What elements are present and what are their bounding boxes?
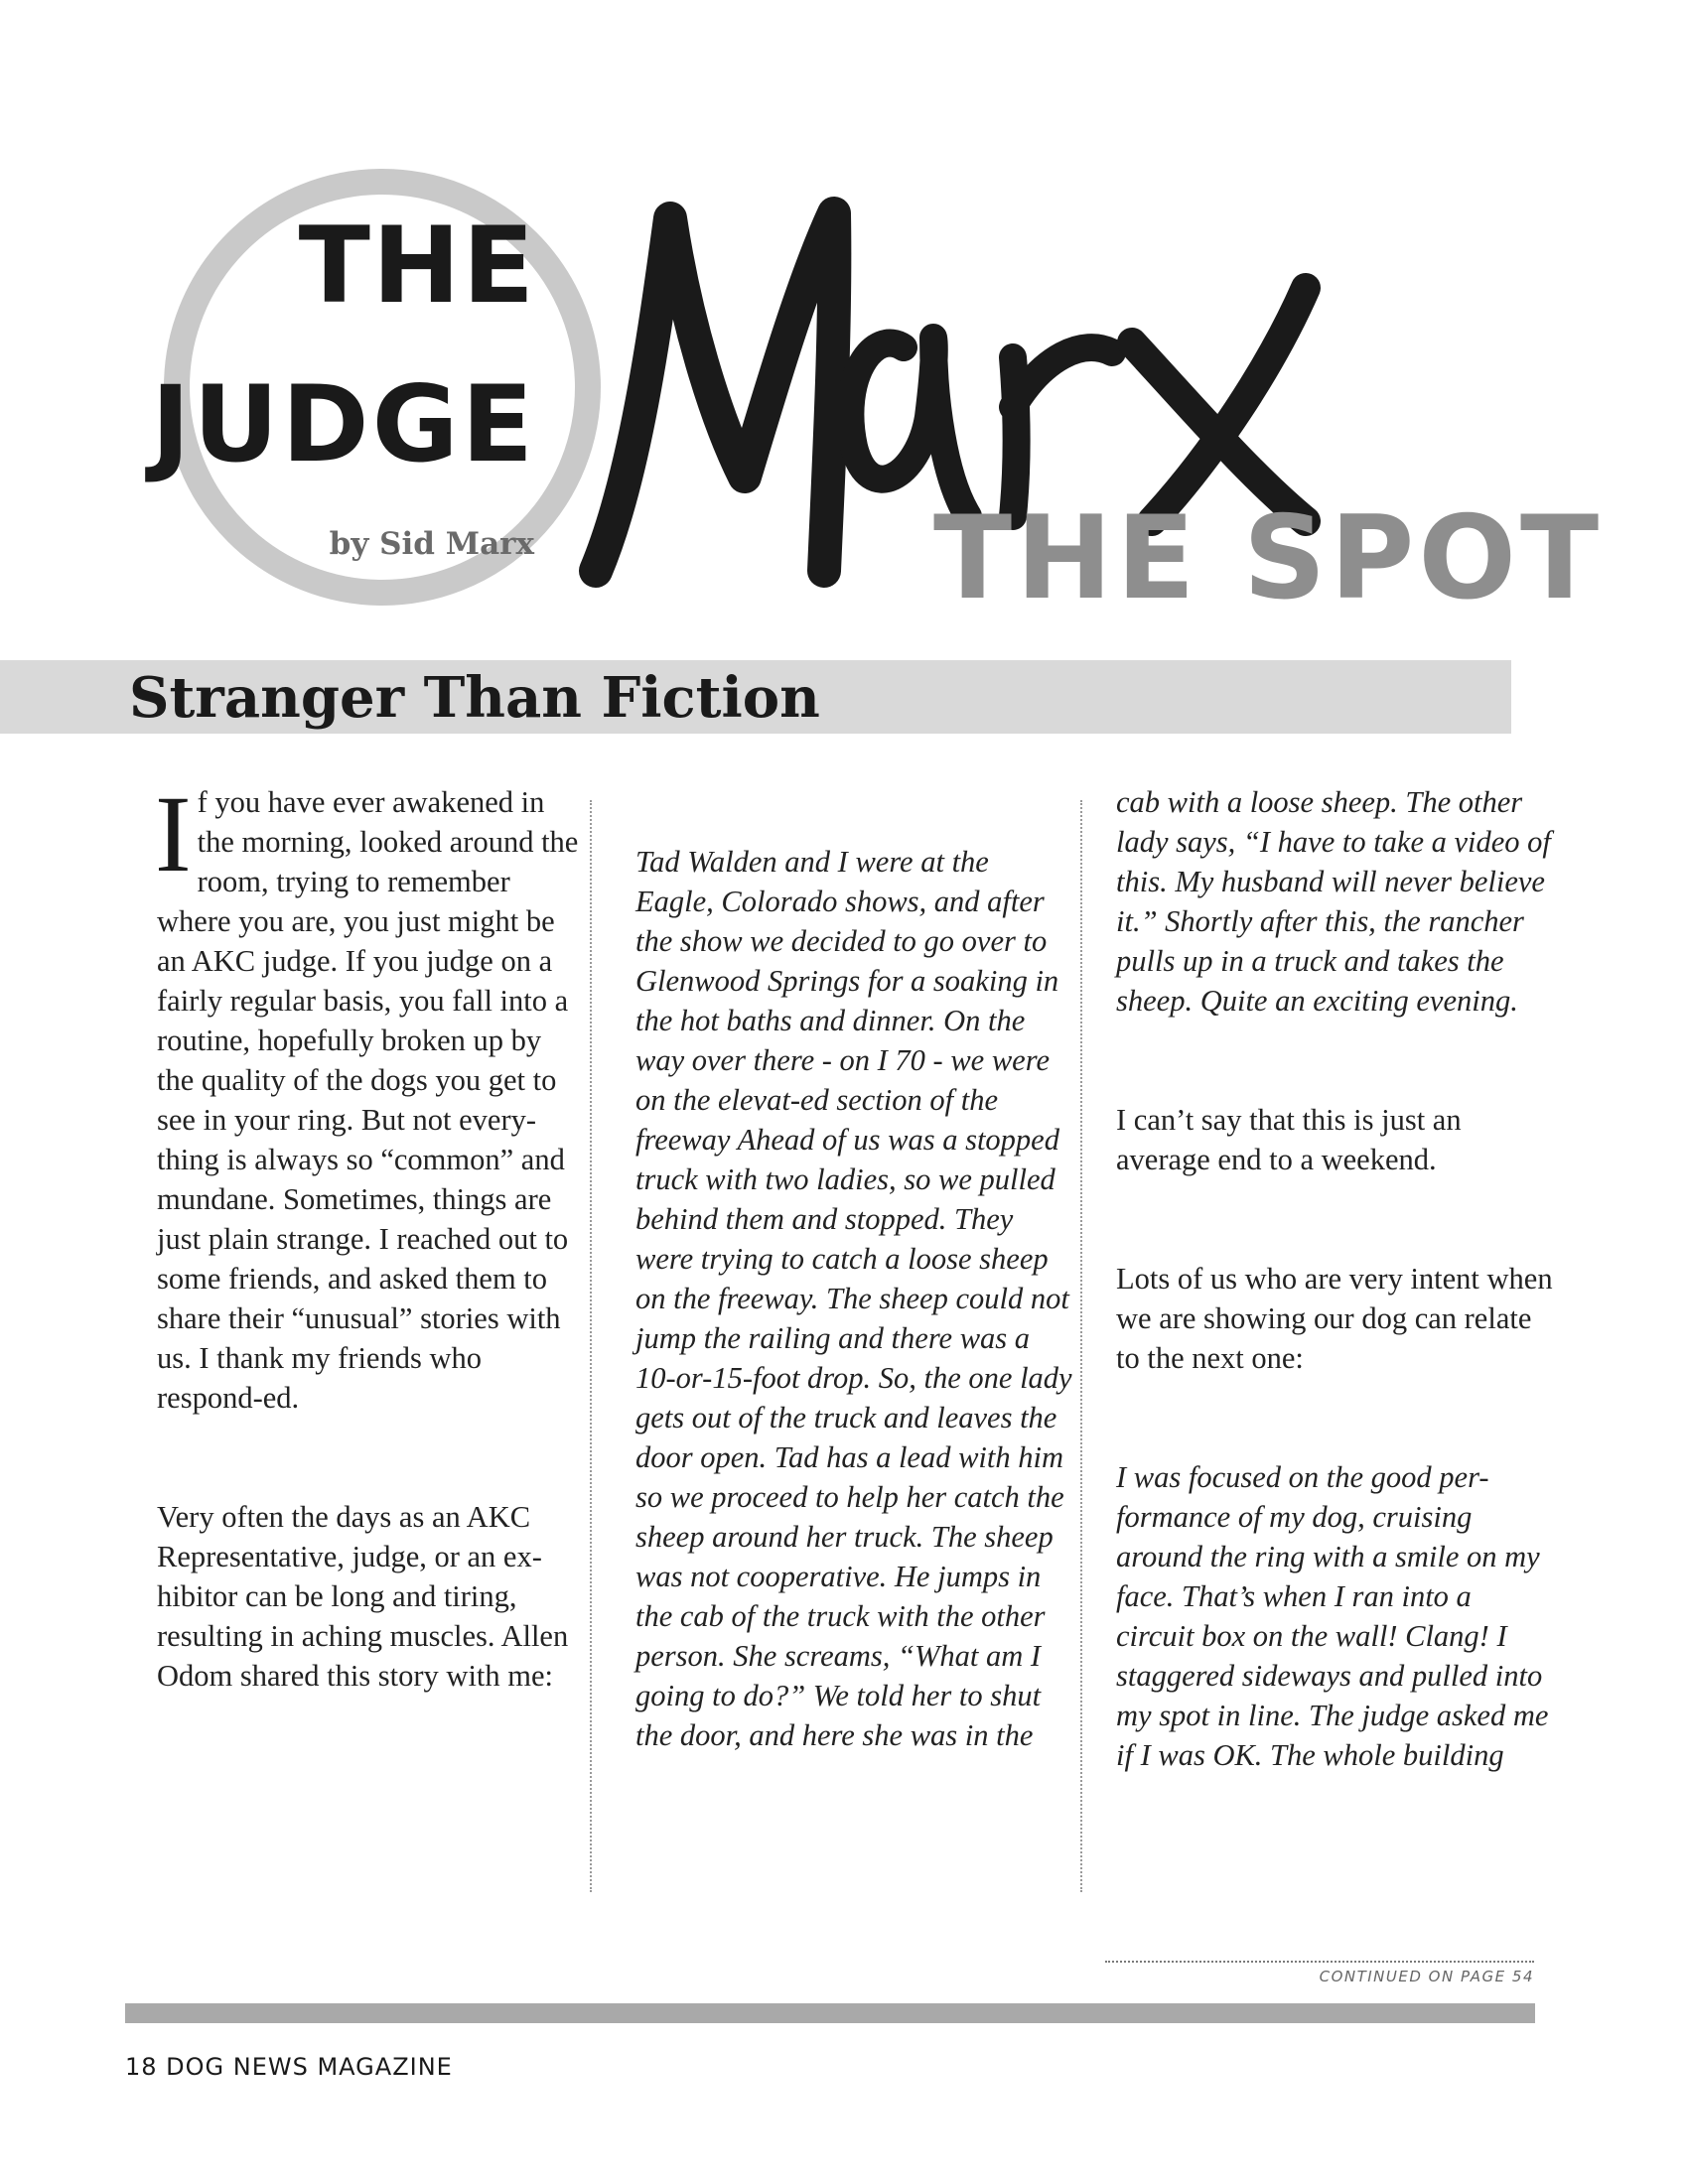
continued-on-page[interactable]: CONTINUED ON PAGE 54: [1319, 1968, 1534, 1985]
column-3: [1116, 782, 1553, 1775]
col3-paragraph-2: I can’t say that this is just an average end to a weekend.: [1116, 1103, 1462, 1176]
col1-paragraph-2: Very often the days as an AKC Representative, judge, or an ex-hibitor can be long and tiring, resulting in aching muscles. Allen Odom shared this story with me:: [157, 1500, 569, 1693]
column-2: [635, 842, 1072, 1755]
marx-logo-text: Marx: [576, 179, 579, 180]
col3-paragraph-3: Lots of us who are very intent when we are showing our dog can relate to the next one:: [1116, 1262, 1553, 1375]
drop-cap: I: [155, 773, 192, 894]
col2-paragraph-1: Tad Walden and I were at the Eagle, Colorado shows, and after the show we decided to go over to Glenwood Springs for a soaking in the hot baths and dinner. On the way over there - on I 70 - we were on the elevat-ed section of the freeway Ahead of us was a stopped truck with two ladies, so we pulled behind them and stopped. They were trying to catch a loose sheep on the freeway. The sheep could not jump the railing and there was a 10-or-15-foot drop. So, the one lady gets out of the truck and leaves the door open. Tad has a lead with him so we proceed to help her catch the sheep around her truck. The sheep was not cooperative. He jumps in the cab of the truck with the other person. She screams, “What am I going to do?” We told her to shut the door, and here she was in the: [635, 845, 1072, 1752]
continued-rule: [1105, 1961, 1534, 1963]
masthead-judge: JUDGE: [151, 363, 536, 485]
column-divider-2: [1080, 800, 1082, 1892]
column-1: [155, 773, 584, 1696]
article-headline: Stranger Than Fiction: [129, 665, 820, 731]
footer-bar: [125, 2003, 1535, 2023]
masthead-the: THE: [298, 205, 536, 327]
masthead-the-spot: THE SPOT: [933, 491, 1604, 625]
byline: by Sid Marx: [329, 526, 534, 562]
col3-paragraph-1: cab with a loose sheep. The other lady says, “I have to take a video of this. My husband will never believe it.” Shortly after this, the rancher pulls up in a truck and takes the sheep. Quite an exciting evening.: [1116, 785, 1551, 1018]
page-folio: 18 DOG NEWS MAGAZINE: [125, 2053, 453, 2081]
column-divider-1: [590, 800, 592, 1892]
col3-paragraph-4: I was focused on the good per-formance of my dog, cruising around the ring with a smile on my face. That’s when I ran into a circuit box on the wall! Clang! I staggered sideways and pulled into my spot in line. The judge asked me if I was OK. The whole building: [1116, 1460, 1549, 1772]
col1-paragraph-1: f you have ever awakened in the morning, looked around the room, trying to remember where you are, you just might be an AKC judge. If you judge on a fairly regular basis, you fall into a routine, hopefully broken up by the quality of the dogs you get to see in your ring. But not every-thing is always so “common” and mundane. Sometimes, things are just plain strange. I reached out to some friends, and asked them to share their “unusual” stories with us. I thank my friends who respond-ed.: [157, 785, 579, 1415]
